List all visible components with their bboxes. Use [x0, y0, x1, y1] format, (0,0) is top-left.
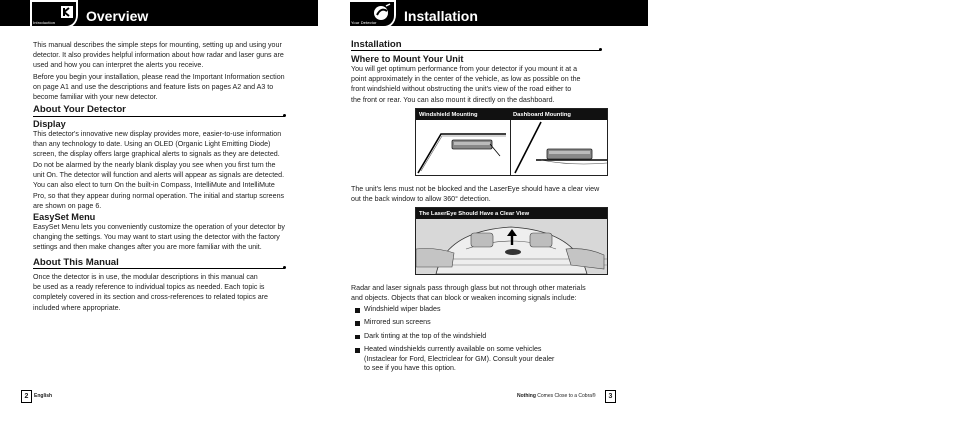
where-to-mount-heading: Where to Mount Your Unit — [351, 54, 464, 64]
intro-paragraph-2: Before you begin your installation, please read the Important Information section on page A1 and use the descriptions and feature lists on pages A2 and A3 to become familiar with your new detector. — [33, 73, 285, 102]
where-to-mount-paragraph: You will get optimum performance from your detector if you mount it at a point approximately in the center of the vehicle, as low as possible on the front windshield without obstructing the unit's view of the road either to the front or rear. You can also mount it directly on the dashboard. — [351, 65, 581, 104]
page-title: Overview — [86, 8, 149, 24]
section-rule — [351, 50, 601, 51]
blocking-objects-list — [353, 305, 643, 378]
windshield-mount-illustration — [416, 120, 510, 175]
windshield-mounting-label: Windshield Mounting — [419, 111, 478, 118]
dashboard-mounting-label: Dashboard Mounting — [513, 111, 571, 118]
display-paragraph-2: Do not be alarmed by the nearly blank display you see when you first turn the unit On. The detector will function and alerts will appear as signals are detected. You can also elect to turn On the built-in Compass, IntelliMute and IntelliMute Pro, so that they appear during normal operation. The initial and startup screens are shown on page 6. — [33, 161, 285, 210]
introduction-tab — [30, 0, 78, 29]
dashboard-mount-illustration — [511, 120, 607, 175]
list-item: Dark tinting at the top of the windshield — [353, 332, 643, 342]
mounting-figure — [415, 108, 608, 176]
list-item: Windshield wiper blades — [353, 305, 643, 315]
list-item: Mirrored sun screens — [353, 318, 643, 328]
figure-header — [416, 208, 607, 219]
signals-paragraph: Radar and laser signals pass through glass but not through other materials and objects. Objects that can block or weaken incoming signals include: — [351, 284, 586, 303]
figure-header — [416, 109, 607, 120]
tab-label: Introduction — [33, 20, 56, 25]
section-title-about-detector: About Your Detector — [33, 104, 126, 115]
lasereye-figure — [415, 207, 608, 275]
section-rule — [33, 116, 285, 117]
section-rule — [33, 268, 285, 269]
lens-paragraph: The unit's lens must not be blocked and the LaserEye should have a clear view out the back window to allow 360° detection. — [351, 185, 600, 204]
book-icon — [60, 5, 74, 19]
footer-language: English — [34, 393, 53, 399]
section-title-installation: Installation — [351, 39, 402, 50]
right-page — [318, 0, 648, 424]
detector-icon — [372, 3, 392, 21]
easyset-paragraph: EasySet Menu lets you conveniently customize the operation of your detector by changing the settings. You may want to start using the detector with the factory settings and then make changes after you are more familiar with the unit. — [33, 223, 285, 252]
page-number: 3 — [605, 390, 616, 403]
easyset-heading: EasySet Menu — [33, 212, 96, 222]
about-manual-paragraph: Once the detector is in use, the modular descriptions in this manual can be used as a ready reference to individual topics as needed. Each topic is completely covered in its section and cross-references to related topics are included where appropriate. — [33, 273, 268, 312]
slogan-rest: Comes Close to a Cobra® — [537, 393, 596, 399]
list-item: Heated windshields currently available on some vehicles (Instaclear for Ford, Electriclear for GM). Consult your dealer to see if you have this option. — [353, 345, 643, 374]
slogan-bold: Nothing — [517, 393, 536, 399]
lasereye-figure-label: The LaserEye Should Have a Clear View — [419, 210, 530, 217]
your-detector-tab — [348, 0, 396, 29]
left-page — [0, 0, 318, 424]
page-title: Installation — [404, 8, 478, 24]
intro-paragraph-1: This manual describes the simple steps for mounting, setting up and using your detector. It also provides helpful information about how radar and laser guns are used and how you can interpret the alerts you receive. — [33, 41, 284, 70]
car-interior-illustration — [416, 219, 607, 274]
page-number: 2 — [21, 390, 32, 403]
display-heading: Display — [33, 119, 66, 129]
display-paragraph-1: This detector's innovative new display provides more, easier-to-use information than any technology to date. Using an OLED (Organic Light Emitting Diode) screen, the display offers large graphical alerts to signals as they are detected. — [33, 130, 282, 159]
section-title-about-manual: About This Manual — [33, 257, 119, 268]
tab-label: Your Detector — [351, 20, 377, 25]
footer-slogan — [517, 393, 596, 399]
